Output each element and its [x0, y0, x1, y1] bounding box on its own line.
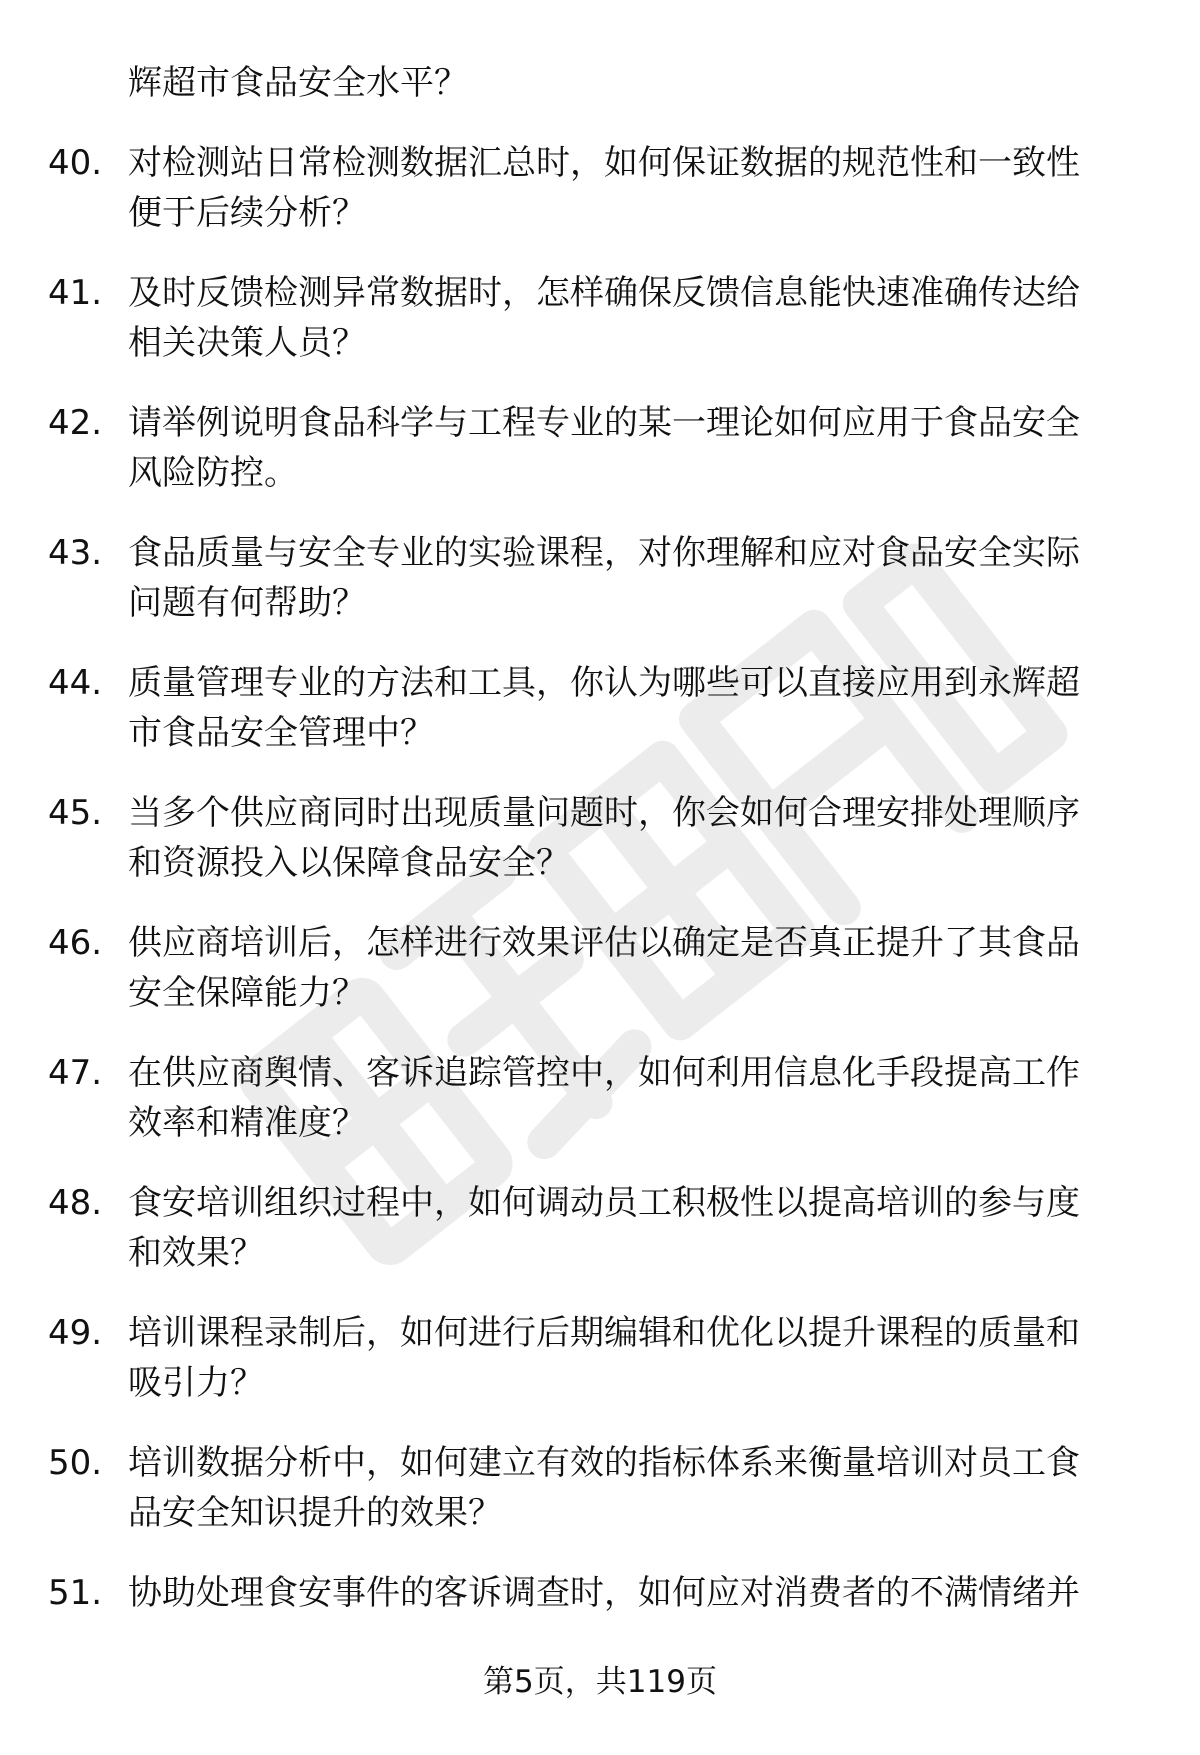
list-item	[0, 398, 1200, 498]
list-item	[0, 1048, 1200, 1148]
item-line: 及时反馈检测异常数据时，怎样确保反馈信息能快速准确传达给	[128, 273, 1080, 313]
item-line: 市食品安全管理中？	[128, 713, 434, 753]
item-number: 47.	[48, 1053, 103, 1093]
list-item	[0, 788, 1200, 888]
question-list	[0, 58, 1200, 1618]
item-number: 49.	[48, 1313, 103, 1353]
item-line: 协助处理食安事件的客诉调查时，如何应对消费者的不满情绪并	[128, 1573, 1080, 1613]
item-line: 效率和精准度？	[128, 1103, 366, 1143]
continuation-line: 辉超市食品安全水平？	[128, 63, 468, 103]
list-item	[0, 268, 1200, 368]
item-number: 46.	[48, 923, 103, 963]
item-line: 便于后续分析？	[128, 193, 366, 233]
list-item	[0, 1438, 1200, 1538]
page-number: 第5页，共119页	[483, 1664, 717, 1700]
item-line: 请举例说明食品科学与工程专业的某一理论如何应用于食品安全	[128, 403, 1080, 443]
item-line: 培训课程录制后，如何进行后期编辑和优化以提升课程的质量和	[128, 1313, 1080, 1353]
list-item	[0, 918, 1200, 1018]
item-line: 和资源投入以保障食品安全？	[128, 843, 570, 883]
item-number: 41.	[48, 273, 103, 313]
item-line: 安全保障能力？	[128, 973, 366, 1013]
item-line: 培训数据分析中，如何建立有效的指标体系来衡量培训对员工食	[128, 1443, 1080, 1483]
item-line: 风险防控。	[128, 453, 298, 493]
list-item	[0, 1178, 1200, 1278]
item-number: 40.	[48, 143, 103, 183]
item-number: 44.	[48, 663, 103, 703]
item-number: 48.	[48, 1183, 103, 1223]
item-line: 供应商培训后，怎样进行效果评估以确定是否真正提升了其食品	[128, 923, 1080, 963]
item-number: 51.	[48, 1573, 103, 1613]
item-number: 45.	[48, 793, 103, 833]
list-item	[0, 658, 1200, 758]
item-line: 食安培训组织过程中，如何调动员工积极性以提高培训的参与度	[128, 1183, 1080, 1223]
item-line: 对检测站日常检测数据汇总时，如何保证数据的规范性和一致性	[128, 143, 1080, 183]
item-number: 42.	[48, 403, 103, 443]
item-line: 吸引力？	[128, 1363, 264, 1403]
item-line: 和效果？	[128, 1233, 264, 1273]
item-line: 食品质量与安全专业的实验课程，对你理解和应对食品安全实际	[128, 533, 1080, 573]
item-line: 相关决策人员？	[128, 323, 366, 363]
item-line: 质量管理专业的方法和工具，你认为哪些可以直接应用到永辉超	[128, 663, 1080, 703]
list-item	[0, 138, 1200, 238]
list-item	[0, 528, 1200, 628]
item-number: 50.	[48, 1443, 103, 1483]
item-number: 43.	[48, 533, 103, 573]
list-item	[0, 1308, 1200, 1408]
item-line: 品安全知识提升的效果？	[128, 1493, 502, 1533]
item-line: 在供应商舆情、客诉追踪管控中，如何利用信息化手段提高工作	[128, 1053, 1080, 1093]
item-line: 问题有何帮助？	[128, 583, 366, 623]
list-item	[0, 1568, 1200, 1618]
item-line: 当多个供应商同时出现质量问题时，你会如何合理安排处理顺序	[128, 793, 1080, 833]
